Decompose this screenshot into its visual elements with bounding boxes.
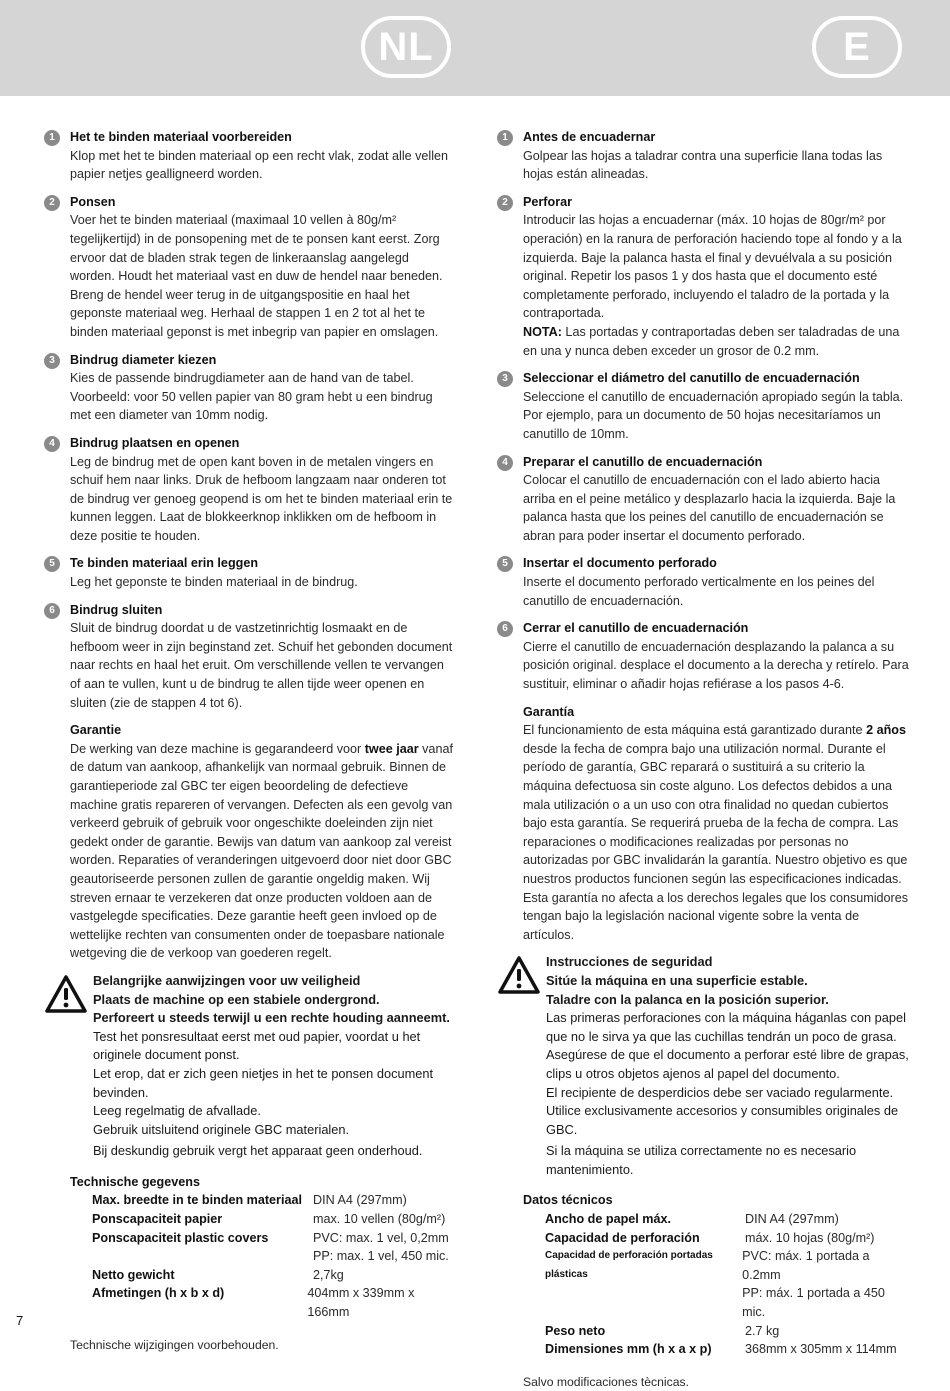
column-dutch xyxy=(44,128,456,1354)
step-number-badge: 6 xyxy=(44,603,60,619)
warranty-title: Garantía xyxy=(523,704,575,719)
safety-line: Plaats de machine op een stabiele ondergrond. xyxy=(93,991,380,1007)
tech-label: Ancho de papel máx. xyxy=(545,1212,671,1227)
warranty-text-part: De werking van deze machine is gegarandeerd voor xyxy=(70,741,365,756)
safety-line: Perforeert u steeds terwijl u een rechte houding aanneemt. xyxy=(93,1010,450,1026)
tech-label: Netto gewicht xyxy=(92,1267,175,1282)
tech-label: Max. breedte in te binden materiaal xyxy=(92,1193,302,1208)
tech-row xyxy=(70,1247,456,1266)
language-badge-es: E xyxy=(812,16,902,78)
warranty-text-part: El funcionamiento de esta máquina está garantizado durante xyxy=(523,723,867,738)
step-text: Introducir las hojas a encuadernar (máx. 10 hojas de 80gr/m² por operación) en la ranura de perforación haciendo tope al fondo y a la izquierda. Baje la palanca hasta el final y devuélvala a su posición original. Repetir los pasos 1 y dos hasta que el documento esté completamente perforado, incluyendo el taladro de la portada y la contraportada. xyxy=(523,213,902,321)
safety-line: Si la máquina se utiliza correctamente no es necesario mantenimiento. xyxy=(546,1143,857,1177)
step-1 xyxy=(497,128,909,184)
tech-label: Capacidad de perforación portadas plásticas xyxy=(545,1250,713,1280)
safety-line: Sitúe la máquina en una superficie estable. xyxy=(546,972,808,988)
safety-line: Leeg regelmatig de afvallade. xyxy=(93,1103,261,1119)
tech-row xyxy=(523,1229,909,1248)
tech-value: 368mm x 305mm x 114mm xyxy=(745,1342,897,1357)
safety-line: Gebruik uitsluitend originele GBC materialen. xyxy=(93,1121,350,1137)
safety-section xyxy=(497,953,909,1179)
tech-value: 2.7 kg xyxy=(745,1323,780,1338)
warranty-text-part: desde la fecha de compra bajo una utilización normal. Durante el período de garantía, GBC reparará o sustituirá a su criterio la máquina defectuosa sin coste alguno. Los defectos debidos a una mala utilización o a un uso con otra finalidad no quedan cubiertos bajo esta garantía. Se requerirá prueba de la fecha de compra. Las reparaciones o modificaciones realizadas por personas no autorizadas por GBC invalidarán la garantía. Nuestro objetivo es que nuestros productos funcionen según las especificaciones indicadas. Esta garantía no afecta a los derechos legales que los consumidores tengan bajo la legislación nacional vigente sobre la venta de artículos. xyxy=(523,741,909,942)
tech-label: Ponscapaciteit papier xyxy=(92,1212,223,1227)
technical-data-title: Datos técnicos xyxy=(523,1193,613,1208)
technical-data-section xyxy=(44,1173,456,1322)
step-title: Bindrug plaatsen en openen xyxy=(70,435,240,450)
tech-value: max. 10 vellen (80g/m²) xyxy=(313,1212,446,1227)
tech-label: Dimensiones mm (h x a x p) xyxy=(545,1342,712,1357)
tech-row xyxy=(523,1284,909,1321)
step-5 xyxy=(44,554,456,591)
tech-row xyxy=(70,1229,456,1248)
note-text: Las portadas y contraportadas deben ser taladradas de una en una y nunca deben exceder un grosor de 0.2 mm. xyxy=(523,324,900,358)
tech-label: Capacidad de perforación xyxy=(545,1230,700,1245)
warranty-text-part: vanaf de datum van aankoop, afhankelijk van normaal gebruik. Binnen de garantieperiode zal GBC ter eigen beoordeling de defectieve machine gratis repareren of vervangen. Defecten als een gevolg van verkeerd gebruik of gebruik voor ongeschikte doeleinden zijn niet gedekt onder de garantie. Bewijs van datum van aankoop zal vereist worden. Reparaties of veranderingen uitgevoerd door niet door GBC geautoriseerde personen zullen de garantie ongeldig maken. Wij streven ernaar te verzekeren dat onze producten voldoen aan de vastgelegde specificaties. Deze garantie heeft geen invloed op de wettelijke rechten van consumenten onder de toepasbare nationale wetgeving die de verkoop van goederen regelt. xyxy=(70,741,453,961)
tech-row xyxy=(70,1266,456,1285)
step-text: Leg het geponste te binden materiaal in de bindrug. xyxy=(70,575,358,590)
warranty-period: 2 años xyxy=(866,723,906,738)
tech-row xyxy=(523,1340,909,1359)
tech-value: DIN A4 (297mm) xyxy=(745,1212,839,1227)
step-title: Cerrar el canutillo de encuadernación xyxy=(523,621,749,636)
tech-value: PP: máx. 1 portada a 450 mic. xyxy=(742,1286,885,1320)
step-title: Ponsen xyxy=(70,194,116,209)
step-text: Klop met het te binden materiaal op een recht vlak, zodat alle vellen papier netjes gealligneerd worden. xyxy=(70,148,449,182)
tech-value: máx. 10 hojas (80g/m²) xyxy=(745,1230,875,1245)
tech-row xyxy=(70,1284,456,1321)
safety-line: Las primeras perforaciones con la máquina háganlas con papel que no le sirva ya que las cuchillas tendrán un poco de grasa. xyxy=(546,1010,906,1044)
tech-row xyxy=(523,1210,909,1229)
safety-line: Taladre con la palanca en la posición superior. xyxy=(546,991,829,1007)
step-number-badge: 4 xyxy=(497,455,513,471)
tech-label xyxy=(545,1284,742,1321)
step-text: Inserte el documento perforado verticalmente en los peines del canutillo de encuadernación. xyxy=(523,575,875,608)
step-note xyxy=(523,323,909,360)
page-header xyxy=(0,0,950,96)
step-3 xyxy=(44,351,456,425)
footnote: Technische wijzigingen voorbehouden. xyxy=(70,1337,279,1352)
step-6 xyxy=(497,619,909,693)
step-number-badge: 3 xyxy=(497,371,513,387)
safety-line: Let erop, dat er zich geen nietjes in het te ponsen document bevinden. xyxy=(93,1065,434,1100)
step-5 xyxy=(497,554,909,610)
tech-value: PVC: max. 1 vel, 0,2mm xyxy=(313,1230,449,1245)
step-title: Preparar el canutillo de encuadernación xyxy=(523,454,763,469)
warning-triangle-icon xyxy=(44,974,88,1014)
step-4 xyxy=(497,453,909,546)
step-1 xyxy=(44,128,456,184)
step-title: Het te binden materiaal voorbereiden xyxy=(70,130,292,144)
step-2 xyxy=(497,193,909,360)
step-number-badge: 5 xyxy=(44,556,60,572)
tech-value: PVC: máx. 1 portada a 0.2mm xyxy=(742,1249,870,1282)
tech-label: Peso neto xyxy=(545,1323,606,1338)
step-title: Insertar el documento perforado xyxy=(523,556,717,571)
step-title: Te binden materiaal erin leggen xyxy=(70,556,259,571)
safety-line: El recipiente de desperdicios debe ser vaciado regularmente. xyxy=(546,1084,894,1100)
warranty-section xyxy=(497,703,909,945)
step-number-badge: 6 xyxy=(497,621,513,637)
step-title: Perforar xyxy=(523,194,572,209)
safety-line: Utilice exclusivamente accesorios y consumibles originales de GBC. xyxy=(546,1103,899,1137)
step-text: Sluit de bindrug doordat u de vastzetinrichtig losmaakt en de hefboom weer in zijn beginstand zet. Schuif het gebonden document naar rechts en haal het eruit. Om verschillende vellen te vervangen of aan te vullen, kunt u de bindrug te allen tijde weer openen en sluiten (zie de stappen 4 tot 6). xyxy=(70,621,453,710)
step-2 xyxy=(44,193,456,342)
step-text: Voer het te binden materiaal (maximaal 10 vellen à 80g/m² tegelijkertijd) in de ponsopening met de te ponsen kant eerst. Zorg ervoor dat de bladen strak tegen de linkeraanslag aangelegd worden. Houdt het materiaal vast en duw de hendel naar beneden. Breng de hendel weer terug in de uitgangspositie en haal het geponste materiaal weg. Herhaal de stappen 1 en 2 tot al het te binden materiaal geponst is met inbegrip van papier en omslagen. xyxy=(70,213,443,339)
step-number-badge: 3 xyxy=(44,353,60,369)
language-badge-nl: NL xyxy=(361,16,451,78)
step-text: Colocar el canutillo de encuadernación con el lado abierto hacia arriba en el peine metálico y desplazarlo hacia la izquierda. Baje la palanca hasta que los peines del canutillo de encuadernación se abran para poder insertar el documento perforado. xyxy=(523,473,896,543)
safety-title: Instrucciones de seguridad xyxy=(546,954,713,970)
tech-value: PP: max. 1 vel, 450 mic. xyxy=(313,1249,449,1264)
step-text: Kies de passende bindrugdiameter aan de hand van de tabel. Voorbeeld: voor 50 vellen papier van 80 gram hebt u een bindrug met een diameter van 10mm nodig. xyxy=(70,371,433,423)
warranty-section xyxy=(44,721,456,963)
step-3 xyxy=(497,369,909,443)
safety-section xyxy=(44,972,456,1161)
step-number-badge: 2 xyxy=(44,195,60,211)
step-4 xyxy=(44,434,456,546)
column-spanish xyxy=(497,128,909,1391)
step-title: Bindrug diameter kiezen xyxy=(70,352,217,367)
tech-value: DIN A4 (297mm) xyxy=(313,1193,407,1208)
tech-label xyxy=(92,1247,313,1266)
safety-line: Asegúrese de que el documento a perforar esté libre de grapas, clips u otros objetos ajenos al papel del documento. xyxy=(546,1047,909,1081)
warranty-title: Garantie xyxy=(70,723,122,738)
footnote: Salvo modificaciones tècnicas. xyxy=(523,1374,689,1389)
step-text: Cierre el canutillo de encuadernación desplazando la palanca a su posición original. desplace el documento a la derecha y retírelo. Para sustituir, eliminar o añadir hojas refiérase a los pasos 4-6. xyxy=(523,639,909,692)
tech-row xyxy=(70,1191,456,1210)
page-number: 7 xyxy=(16,1313,24,1328)
safety-title: Belangrijke aanwijzingen voor uw veiligheid xyxy=(93,972,361,988)
warranty-text xyxy=(70,740,456,963)
tech-label: Ponscapaciteit plastic covers xyxy=(92,1230,269,1245)
tech-value: 404mm x 339mm x 166mm xyxy=(307,1286,415,1320)
tech-row xyxy=(523,1247,909,1284)
step-title: Seleccionar el diámetro del canutillo de encuadernación xyxy=(523,371,860,386)
step-number-badge: 5 xyxy=(497,556,513,572)
warranty-text xyxy=(523,721,909,944)
safety-line: Bij deskundig gebruik vergt het apparaat geen onderhoud. xyxy=(93,1143,423,1159)
tech-row xyxy=(523,1322,909,1341)
tech-value: 2,7kg xyxy=(313,1267,344,1282)
technical-data-title: Technische gegevens xyxy=(70,1174,200,1189)
step-number-badge: 2 xyxy=(497,195,513,211)
step-number-badge: 1 xyxy=(44,130,60,146)
step-number-badge: 4 xyxy=(44,436,60,452)
step-title: Antes de encuadernar xyxy=(523,130,656,144)
step-text: Golpear las hojas a taladrar contra una superficie llana todas las hojas están alineadas. xyxy=(523,148,883,182)
warning-triangle-icon xyxy=(497,955,541,995)
step-text: Leg de bindrug met de open kant boven in de metalen vingers en schuif hem naar links. Druk de hefboom langzaam naar onderen tot de bindrug ver genoeg geopend is om het te binden materiaal erin te kunnen leggen. Laat de blokkeerknop inklikken om de hefboom in deze positie te houden. xyxy=(70,454,453,543)
warranty-period: twee jaar xyxy=(364,741,419,756)
safety-line: Test het ponsresultaat eerst met oud papier, voordat u het originele document ponst. xyxy=(93,1028,421,1063)
tech-row xyxy=(70,1210,456,1229)
tech-label: Afmetingen (h x b x d) xyxy=(92,1286,225,1301)
step-text: Seleccione el canutillo de encuadernación apropiado según la tabla. Por ejemplo, para un documento de 50 hojas necesitaríamos un canutillo de 10mm. xyxy=(523,389,904,441)
step-number-badge: 1 xyxy=(497,130,513,146)
step-title: Bindrug sluiten xyxy=(70,602,163,617)
note-label: NOTA: xyxy=(523,324,562,339)
technical-data-section xyxy=(497,1191,909,1358)
step-6 xyxy=(44,601,456,713)
